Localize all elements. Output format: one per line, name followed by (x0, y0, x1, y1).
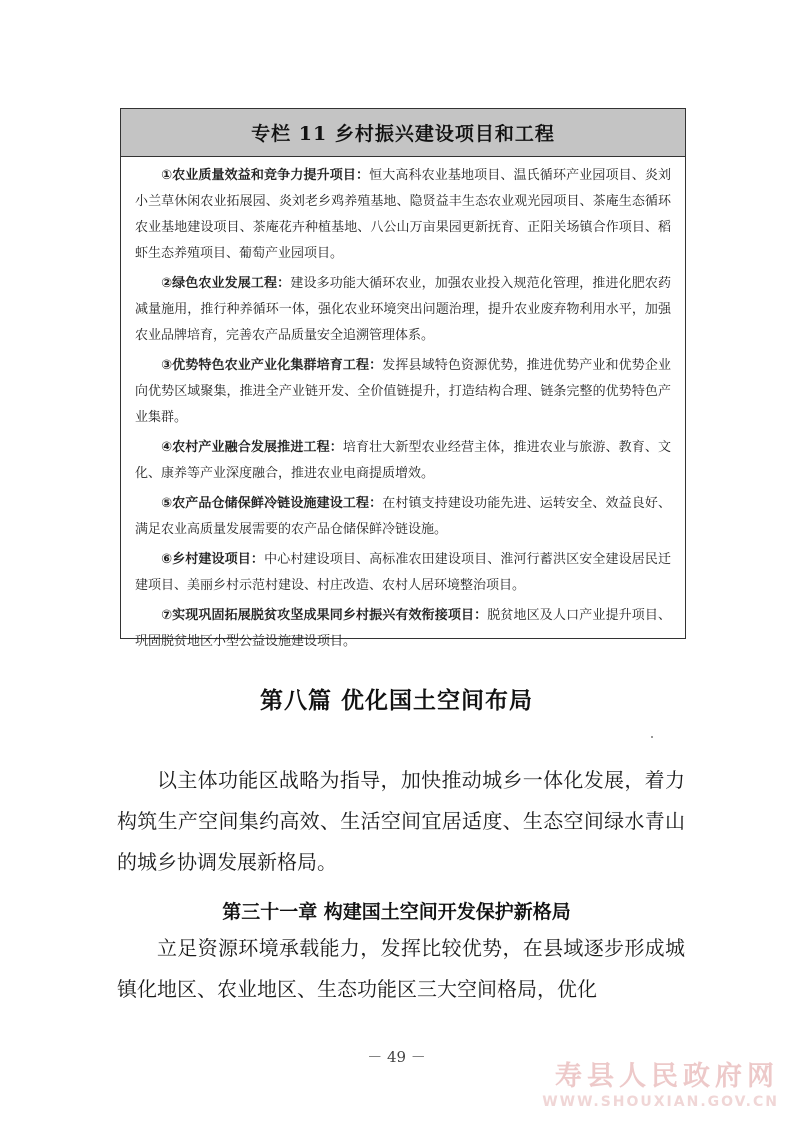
item-text: 在村镇支持建设功能先进、运转安全、效益良好、满足农业高质量发展需要的农产品仓储保鲜冷链设施。 (135, 496, 671, 537)
list-item (135, 435, 671, 487)
item-lead: ④农村产业融合发展推进工程： (161, 440, 343, 455)
watermark-url: WWW.SHOUXIAN.GOV.CN (542, 1094, 779, 1110)
chapter-title: 第三十一章 构建国土空间开发保护新格局 (222, 901, 571, 923)
item-text: 发挥县域特色资源优势，推进优势产业和优势企业向优势区域聚集，推进全产业链开发、全价值链提升，打造结构合理、链条完整的优势特色产业集群。 (135, 358, 671, 425)
item-lead: ①农业质量效益和竞争力提升项目： (161, 168, 370, 183)
project-column-box (120, 108, 686, 649)
item-text: 培育壮大新型农业经营主体，推进农业与旅游、教育、文化、康养等产业深度融合，推进农业电商提质增效。 (135, 440, 671, 481)
watermark-logo: 寿县人民政府网 (555, 1061, 779, 1092)
list-item (135, 547, 671, 599)
list-item (135, 491, 671, 543)
item-lead: ⑥乡村建设项目： (161, 552, 265, 567)
body-paragraph: 以主体功能区战略为指导，加快推动城乡一体化发展，着力构筑生产空间集约高效、生活空间宜居适度、生态空间绿水青山的城乡协调发展新格局。 (117, 768, 685, 874)
item-text: 恒大高科农业基地项目、温氏循环产业园项目、炎刘小兰草休闲农业拓展园、炎刘老乡鸡养殖基地、隐贤益丰生态农业观光园项目、茶庵生态循环农业基地建设项目、茶庵花卉种植基地、八公山万亩果园更新抚育、正阳关场镇合作项目、稻虾生态养殖项目、葡萄产业园项目。 (135, 168, 671, 261)
item-lead: ③优势特色农业产业化集群培育工程： (161, 358, 383, 373)
body-paragraph: 立足资源环境承载能力，发挥比较优势，在县域逐步形成城镇化地区、农业地区、生态功能区三大空间格局，优化 (117, 936, 685, 1001)
box-title: 专栏 11 乡村振兴建设项目和工程 (121, 109, 685, 157)
item-text: 脱贫地区及人口产业提升项目、巩固脱贫地区小型公益设施建设项目。 (135, 608, 671, 649)
item-text: 建设多功能大循环农业，加强农业投入规范化管理，推进化肥农药减量施用，推行种养循环一体，强化农业环境突出问题治理，提升农业废弃物利用水平，加强农业品牌培育，完善农产品质量安全追溯管理体系。 (135, 276, 671, 343)
item-lead: ②绿色农业发展工程： (161, 276, 291, 291)
list-item (135, 353, 671, 431)
list-item (135, 603, 671, 655)
item-lead: ⑦实现巩固拓展脱贫攻坚成果同乡村振兴有效衔接项目： (161, 608, 488, 623)
item-text: 中心村建设项目、高标准农田建设项目、淮河行蓄洪区安全建设居民迁建项目、美丽乡村示范村建设、村庄改造、农村人居环境整治项目。 (135, 552, 671, 593)
list-item (135, 163, 671, 267)
page-number: － 49 － (367, 1048, 426, 1066)
box-body (121, 157, 685, 655)
part-title: 第八篇 优化国土空间布局 (259, 688, 533, 714)
list-item (135, 271, 671, 349)
item-lead: ⑤农产品仓储保鲜冷链设施建设工程： (161, 496, 383, 511)
scan-speck (651, 736, 653, 738)
